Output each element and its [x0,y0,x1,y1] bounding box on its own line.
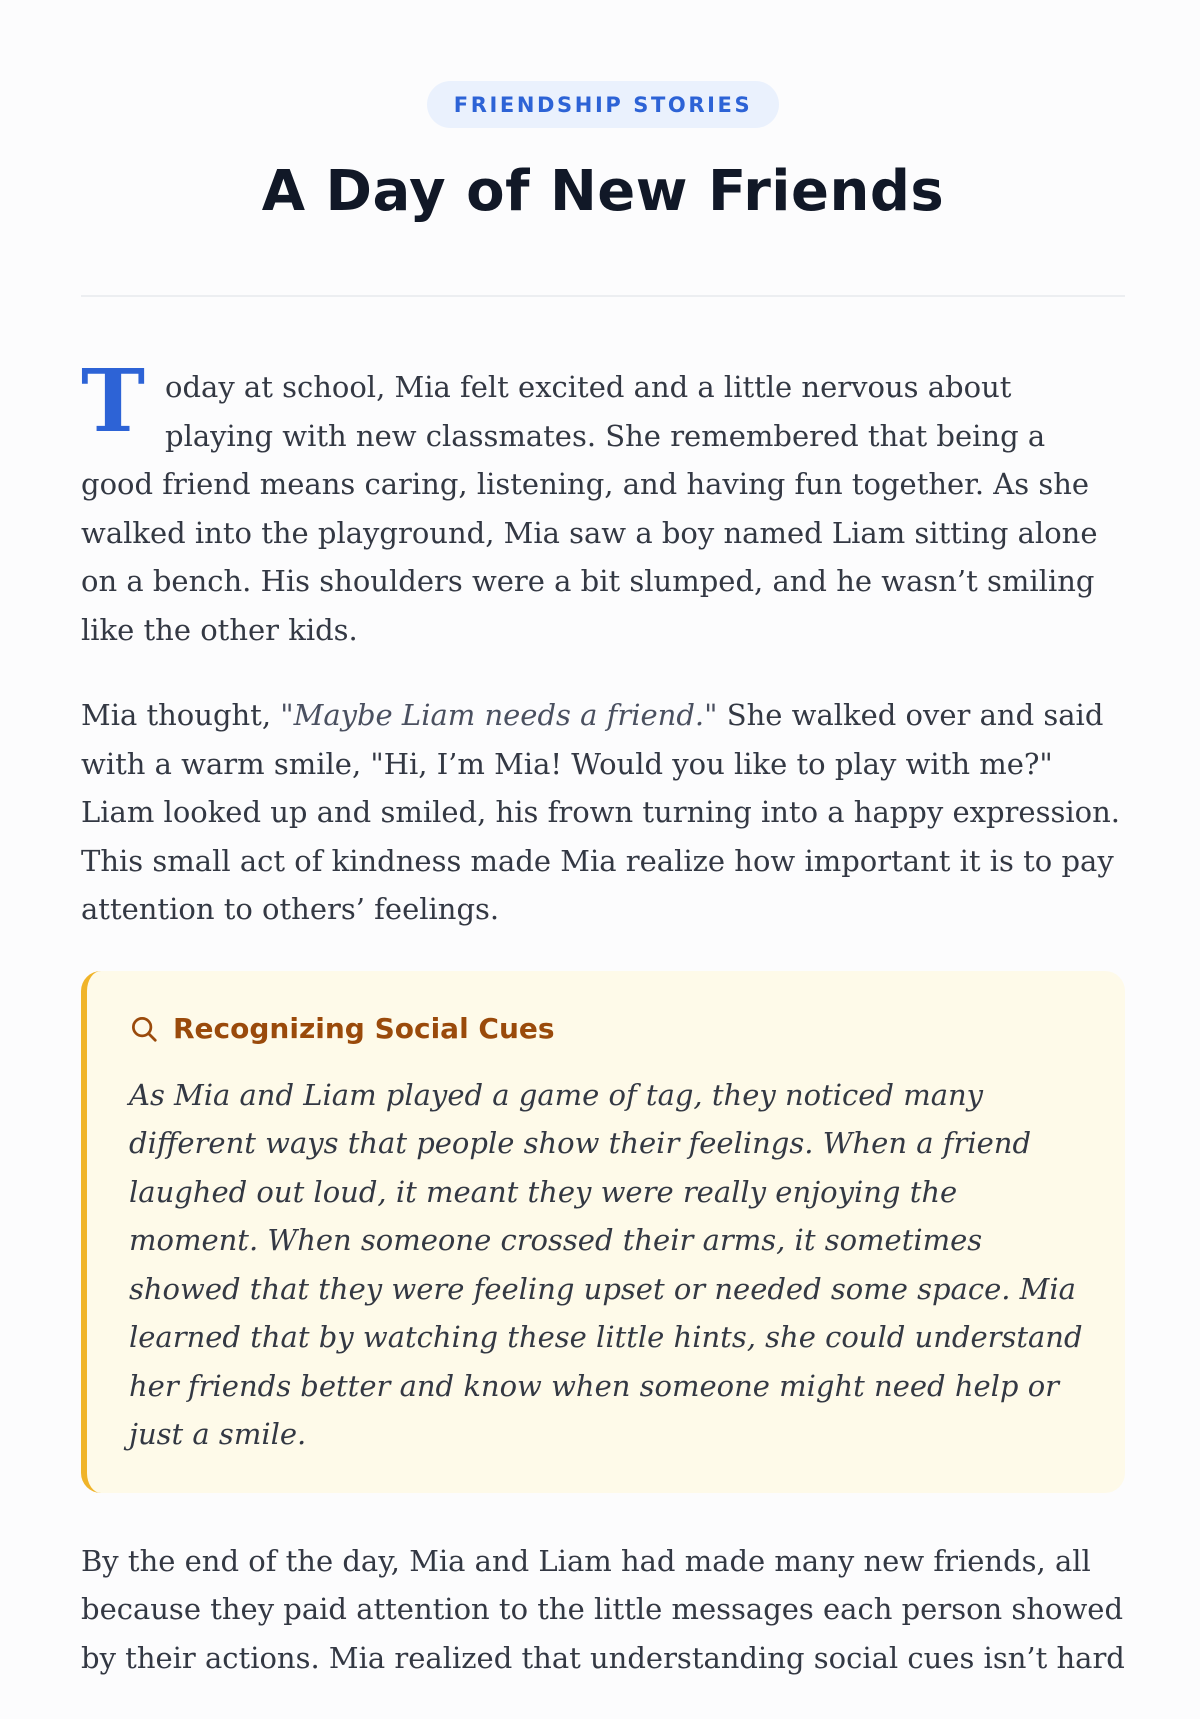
paragraph-text: By the end of the day, Mia and Liam had made many new friends, all because they paid attention to the little messages each person showed by their actions. Mia realized that understanding social cues isn’t hard [81,1543,1125,1675]
drop-cap: T [81,351,145,452]
category-badge[interactable]: FRIENDSHIP STORIES [427,81,779,128]
paragraph-text: oday at school, Mia felt excited and a little nervous about playing with new classmates. She remembered that being a good friend means caring, listening, and having fun together. As she walked into the playground, Mia saw a boy named Liam sitting alone on a bench. His shoulders were a bit slumped, and he wasn’t smiling like the other kids. [81,370,1098,647]
social-cues-callout [81,971,1125,1493]
paragraph-text: She walked over and said with a warm smile, "Hi, I’m Mia! Would you like to play with me?" Liam looked up and smiled, his frown turning into a happy expression. This small act of kindness made Mia realize how important it is to pay attention to others’ feelings. [81,698,1120,926]
article-header [81,0,1125,229]
page-title: A Day of New Friends [261,159,945,224]
inner-thought: "Maybe Liam needs a friend." [280,698,718,732]
story-body [81,351,1125,1682]
paragraph-lead: Mia thought, [81,698,281,732]
callout-heading-row [129,1007,1085,1051]
story-paragraph-2 [81,691,1125,934]
callout-heading: Recognizing Social Cues [173,1011,555,1045]
divider [81,295,1125,297]
search-icon [129,1014,159,1044]
callout-text: As Mia and Liam played a game of tag, they noticed many different ways that people show their feelings. When a friend laughed out loud, it meant they were really enjoying the moment. When someone crossed their arms, it sometimes showed that they were feeling upset or needed some space. Mia learned that by watching these little hints, she could understand her friends better and know when someone might need help or just a smile. [129,1077,1083,1451]
article [81,0,1125,1719]
story-paragraph-1 [81,351,1125,654]
story-paragraph-3 [81,1537,1125,1683]
